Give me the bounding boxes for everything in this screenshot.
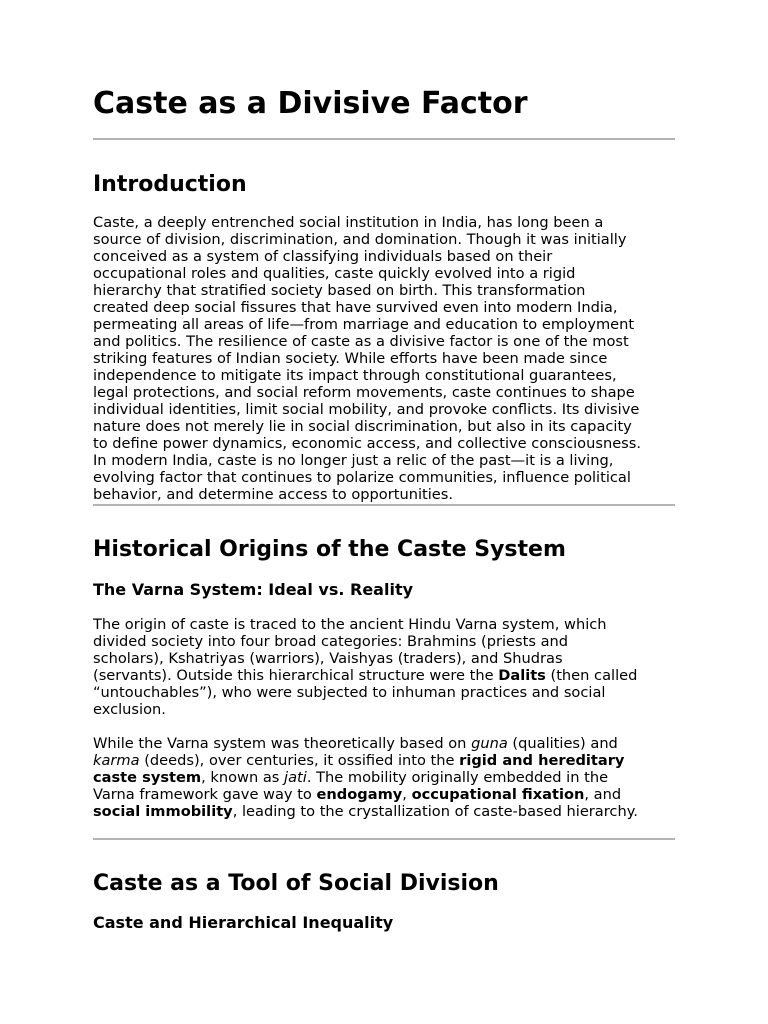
paragraph-line: independence to mitigate its impact through constitutional guarantees, — [93, 367, 617, 384]
paragraph-line: The origin of caste is traced to the ancient Hindu Varna system, which — [93, 616, 607, 633]
rigid-hereditary-term: rigid and hereditary — [459, 752, 625, 769]
karma-term: karma — [93, 752, 140, 769]
paragraph-line: striking features of Indian society. While efforts have been made since — [93, 350, 608, 367]
paragraph-line: legal protections, and social reform movements, caste continues to shape — [93, 384, 635, 401]
introduction-paragraph — [93, 214, 693, 503]
paragraph-line: nature does not merely lie in social discrimination, but also in its capacity — [93, 418, 632, 435]
endogamy-term: endogamy — [316, 786, 403, 803]
text-run: . The mobility originally embedded in the — [306, 769, 609, 786]
paragraph-line — [93, 803, 693, 820]
dalits-term: Dalits — [498, 667, 546, 684]
paragraph-line — [93, 667, 693, 684]
hierarchical-inequality-subheading: Caste and Hierarchical Inequality — [93, 913, 394, 932]
text-run: (servants). Outside this hierarchical structure were the — [93, 667, 499, 684]
paragraph-line: permeating all areas of life—from marriage and education to employment — [93, 316, 635, 333]
paragraph-line: occupational roles and qualities, caste quickly evolved into a rigid — [93, 265, 576, 282]
text-run: (qualities) and — [507, 735, 618, 752]
introduction-heading: Introduction — [93, 172, 247, 197]
text-run: (then called — [545, 667, 638, 684]
text-run: , leading to the crystallization of caste-based hierarchy. — [232, 803, 638, 820]
paragraph-line: Caste, a deeply entrenched social institution in India, has long been a — [93, 214, 604, 231]
paragraph-line: “untouchables”), who were subjected to inhuman practices and social — [93, 684, 606, 701]
text-run: Varna framework gave way to — [93, 786, 317, 803]
paragraph-line: to define power dynamics, economic access, and collective consciousness. — [93, 435, 642, 452]
title-divider — [93, 138, 675, 140]
paragraph-line: In modern India, caste is no longer just a relic of the past—it is a living, — [93, 452, 614, 469]
paragraph-line: divided society into four broad categories: Brahmins (priests and — [93, 633, 569, 650]
section-divider — [93, 504, 675, 506]
jati-term: jati — [284, 769, 307, 786]
occupational-fixation-term: occupational fixation — [411, 786, 585, 803]
paragraph-line: created deep social fissures that have survived even into modern India, — [93, 299, 618, 316]
varna-paragraph — [93, 616, 693, 718]
paragraph-line: and politics. The resilience of caste as a divisive factor is one of the most — [93, 333, 629, 350]
text-run: , — [402, 786, 412, 803]
paragraph-line: behavior, and determine access to opportunities. — [93, 486, 454, 503]
paragraph-line — [93, 735, 693, 752]
text-run: While the Varna system was theoretically based on — [93, 735, 472, 752]
social-immobility-term: social immobility — [93, 803, 233, 820]
paragraph-line: exclusion. — [93, 701, 166, 718]
social-division-heading: Caste as a Tool of Social Division — [93, 871, 499, 896]
varna-system-subheading: The Varna System: Ideal vs. Reality — [93, 580, 414, 599]
guna-term: guna — [471, 735, 508, 752]
paragraph-line: hierarchy that stratified society based on birth. This transformation — [93, 282, 586, 299]
paragraph-line: individual identities, limit social mobility, and provoke conflicts. Its divisive — [93, 401, 640, 418]
text-run: , and — [584, 786, 622, 803]
paragraph-line — [93, 752, 693, 769]
paragraph-line: evolving factor that continues to polarize communities, influence political — [93, 469, 631, 486]
paragraph-line — [93, 769, 693, 786]
jati-paragraph — [93, 735, 693, 820]
text-run: (deeds), over centuries, it ossified into the — [139, 752, 460, 769]
caste-system-term: caste system — [93, 769, 202, 786]
page-title: Caste as a Divisive Factor — [93, 86, 528, 121]
section-divider — [93, 838, 675, 840]
text-run: , known as — [201, 769, 285, 786]
historical-origins-heading: Historical Origins of the Caste System — [93, 537, 566, 562]
paragraph-line: source of division, discrimination, and domination. Though it was initially — [93, 231, 627, 248]
paragraph-line — [93, 786, 693, 803]
paragraph-line: conceived as a system of classifying individuals based on their — [93, 248, 553, 265]
paragraph-line: scholars), Kshatriyas (warriors), Vaishyas (traders), and Shudras — [93, 650, 563, 667]
